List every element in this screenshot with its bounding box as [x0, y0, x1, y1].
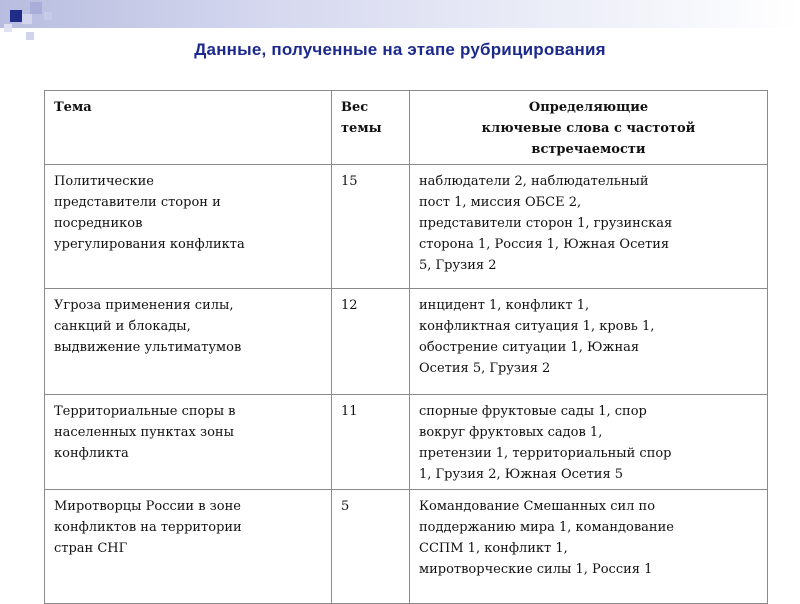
decorative-header-band	[0, 0, 800, 28]
cell-topic: Территориальные споры в населенных пунктах зоны конфликта	[45, 395, 332, 490]
cell-keywords: спорные фруктовые сады 1, спор вокруг фруктовых садов 1, претензии 1, территориальный спор 1, Грузия 2, Южная Осетия 5	[410, 395, 768, 490]
rubrication-table	[44, 90, 768, 604]
decorative-square	[44, 12, 52, 20]
table-row	[45, 289, 768, 395]
decorative-square	[22, 14, 32, 24]
table-row	[45, 395, 768, 490]
header-keywords: Определяющие ключевые слова с частотой встречаемости	[410, 91, 768, 165]
cell-weight: 15	[332, 165, 410, 289]
table-row	[45, 490, 768, 604]
table-header-row	[45, 91, 768, 165]
decorative-square	[4, 24, 12, 32]
slide-title: Данные, полученные на этапе рубрицирования	[194, 40, 606, 59]
cell-keywords: Командование Смешанных сил по поддержанию мира 1, командование ССПМ 1, конфликт 1, миротворческие силы 1, Россия 1	[410, 490, 768, 604]
decorative-square	[26, 32, 34, 40]
cell-topic: Угроза применения силы, санкций и блокады, выдвижение ультиматумов	[45, 289, 332, 395]
header-topic: Тема	[45, 91, 332, 165]
decorative-square	[30, 2, 42, 14]
cell-weight: 5	[332, 490, 410, 604]
cell-topic: Политические представители сторон и посредников урегулирования конфликта	[45, 165, 332, 289]
cell-weight: 12	[332, 289, 410, 395]
cell-weight: 11	[332, 395, 410, 490]
cell-keywords: наблюдатели 2, наблюдательный пост 1, миссия ОБСЕ 2, представители сторон 1, грузинская сторона 1, Россия 1, Южная Осетия 5, Грузия 2	[410, 165, 768, 289]
table-row	[45, 165, 768, 289]
decorative-square	[10, 10, 22, 22]
cell-keywords: инцидент 1, конфликт 1, конфликтная ситуация 1, кровь 1, обострение ситуации 1, Южная Осетия 5, Грузия 2	[410, 289, 768, 395]
cell-topic: Миротворцы России в зоне конфликтов на территории стран СНГ	[45, 490, 332, 604]
header-weight: Вес темы	[332, 91, 410, 165]
